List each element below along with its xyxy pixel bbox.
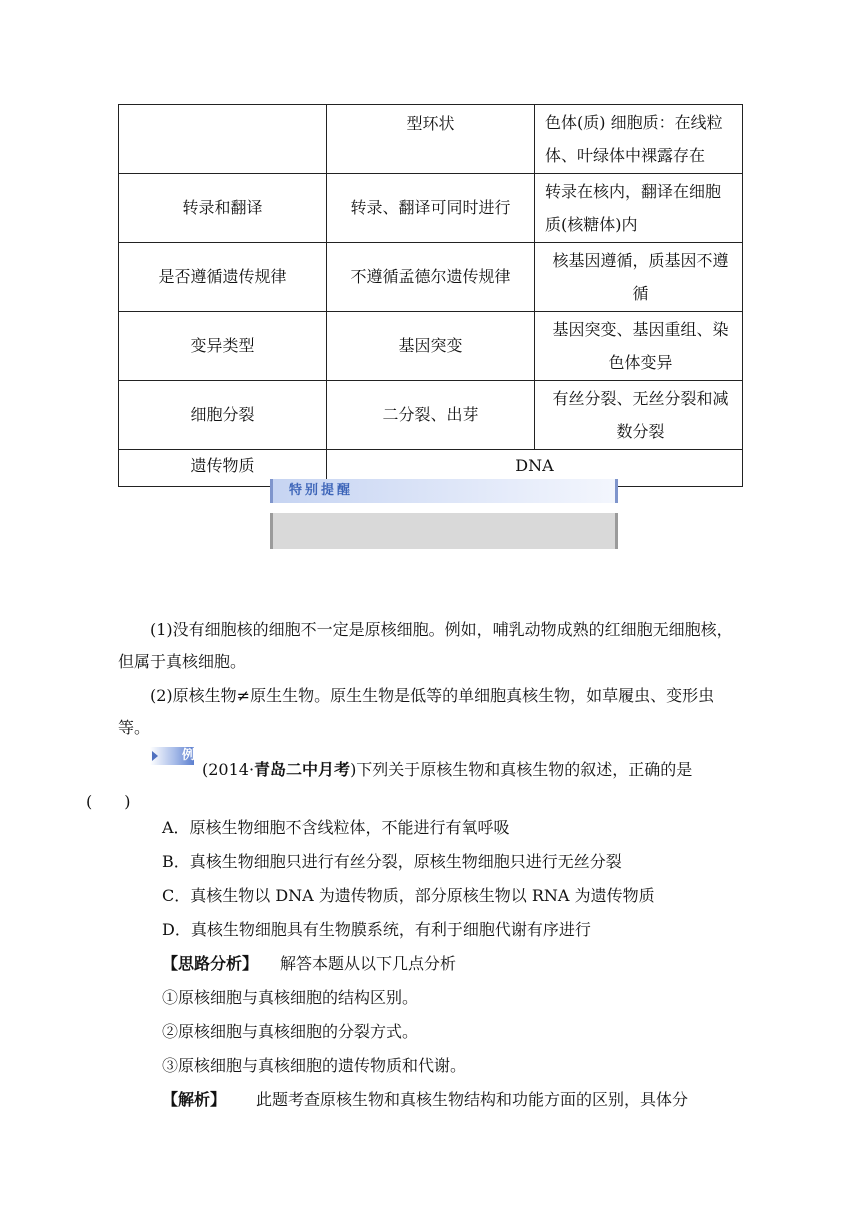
table-cell-prokaryote: 不遵循孟德尔遗传规律 <box>327 243 535 312</box>
table-cell-feature: 变异类型 <box>119 312 327 381</box>
triangle-icon <box>152 751 158 761</box>
table-cell-prokaryote: 基因突变 <box>327 312 535 381</box>
analysis-point: ③原核细胞与真核细胞的遗传物质和代谢。 <box>162 1056 467 1075</box>
table-row <box>119 174 743 243</box>
table-cell-eukaryote: 色体(质) 细胞质：在线粒体、叶绿体中裸露存在 <box>535 105 743 174</box>
special-reminder-panel <box>270 513 618 549</box>
option-a: A．原核生物细胞不含线粒体，不能进行有氧呼吸 <box>162 818 510 837</box>
example-stem: )下列关于原核生物和真核生物的叙述，正确的是 <box>350 760 693 779</box>
table-cell-eukaryote: 核基因遵循，质基因不遵循 <box>535 243 743 312</box>
analysis-point: ①原核细胞与真核细胞的结构区别。 <box>162 988 419 1007</box>
table-cell-value: DNA <box>327 450 743 487</box>
analysis-label: 【思路分析】 <box>162 954 259 973</box>
table-cell-eukaryote: 有丝分裂、无丝分裂和减数分裂 <box>535 381 743 450</box>
table-cell-feature: 是否遵循遗传规律 <box>119 243 327 312</box>
table-cell-eukaryote: 基因突变、基因重组、染色体变异 <box>535 312 743 381</box>
example-source-open: (2014· <box>202 760 255 779</box>
table-row <box>119 243 743 312</box>
analysis-point: ②原核细胞与真核细胞的分裂方式。 <box>162 1022 419 1041</box>
table-row <box>119 381 743 450</box>
option-d: D．真核生物细胞具有生物膜系统，有利于细胞代谢有序进行 <box>162 920 591 939</box>
table-cell-feature <box>119 105 327 174</box>
table-cell-prokaryote: 型环状 <box>327 105 535 174</box>
table-cell-prokaryote: 转录、翻译可同时进行 <box>327 174 535 243</box>
special-reminder-box <box>270 479 618 549</box>
table-row <box>119 105 743 174</box>
note-paragraph: (2)原核生物≠原生生物。原生生物是低等的单细胞真核生物，如草履虫、变形虫等。 <box>118 686 715 737</box>
table-cell-feature: 遗传物质 <box>119 450 327 487</box>
special-reminder-title: 特别提醒 <box>270 479 618 503</box>
example-question <box>86 747 742 818</box>
table-cell-prokaryote: 二分裂、出芽 <box>327 381 535 450</box>
table-row <box>119 312 743 381</box>
example-marker: 例1 <box>150 747 194 765</box>
option-b: B．真核生物细胞只进行有丝分裂，原核生物细胞只进行无丝分裂 <box>162 852 622 871</box>
answer-blank: ( ) <box>86 792 131 811</box>
analysis-line <box>162 948 456 980</box>
example-source: 青岛二中月考 <box>254 760 351 779</box>
solution-text: 此题考查原核生物和真核生物结构和功能方面的区别，具体分 <box>256 1090 689 1109</box>
solution-label: 【解析】 <box>162 1090 227 1109</box>
analysis-text: 解答本题从以下几点分析 <box>280 954 457 973</box>
table-cell-eukaryote: 转录在核内，翻译在细胞质(核糖体)内 <box>535 174 743 243</box>
table-cell-feature: 细胞分裂 <box>119 381 327 450</box>
table-cell-feature: 转录和翻译 <box>119 174 327 243</box>
note-paragraph: (1)没有细胞核的细胞不一定是原核细胞。例如，哺乳动物成熟的红细胞无细胞核，但属于真核细胞。 <box>118 620 733 671</box>
option-c: C．真核生物以 DNA 为遗传物质，部分原核生物以 RNA 为遗传物质 <box>162 886 655 905</box>
comparison-table <box>118 104 743 487</box>
solution-line <box>162 1084 688 1116</box>
